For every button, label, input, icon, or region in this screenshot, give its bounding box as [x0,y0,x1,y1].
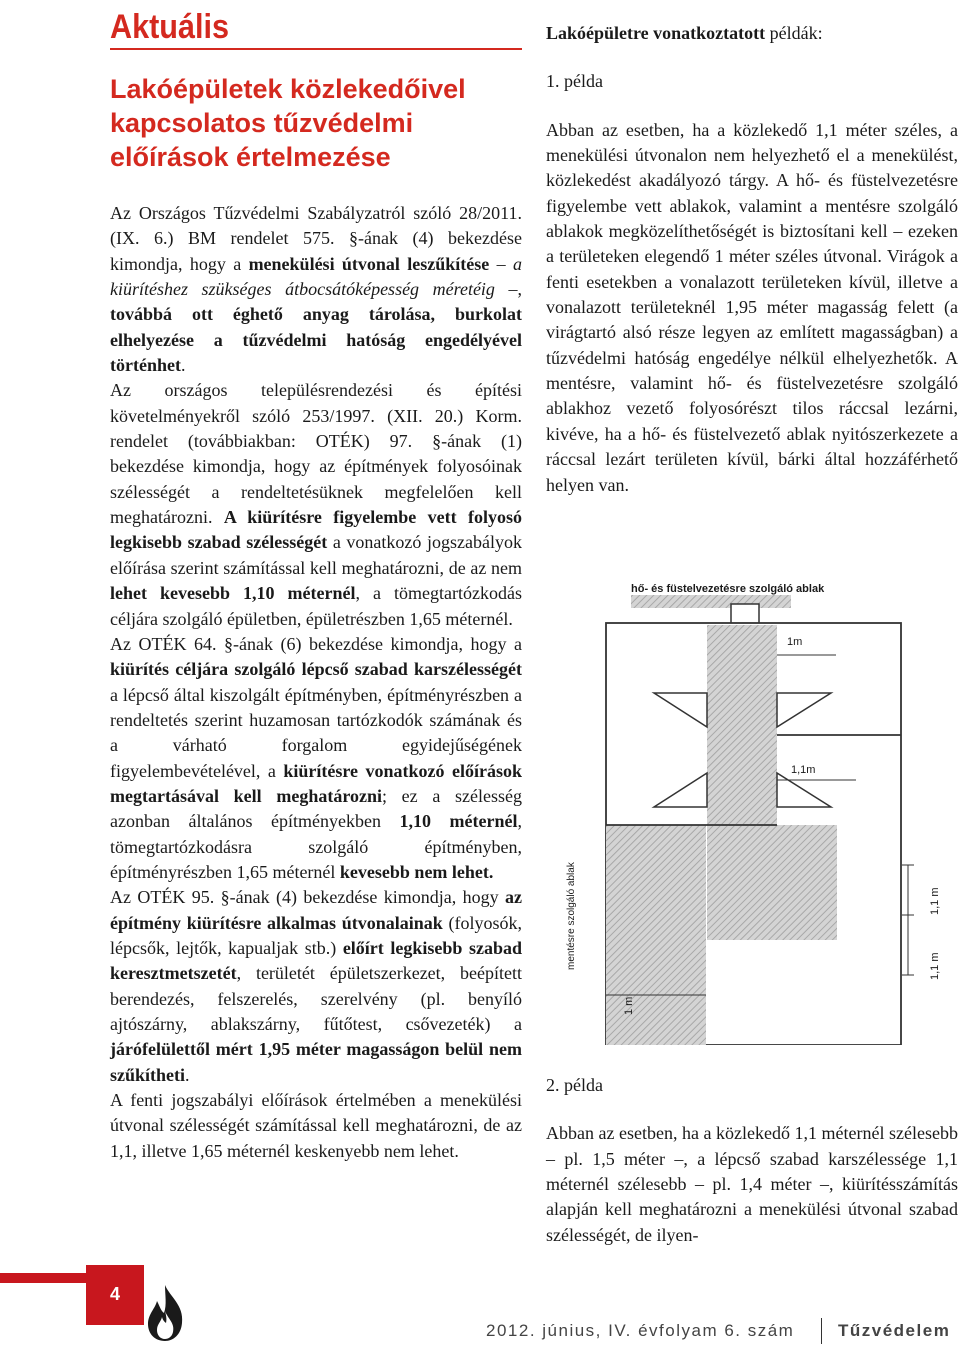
title-line: Lakóépületek közlekedőivel [110,74,466,104]
example-1-label: 1. példa [546,71,603,92]
text-run: Az Országos Tűzvédelmi Szabályzatról szóló 28/2011. (IX. 6.) BM rendelet 575. §-ának (4) bekezdése kimondja, hogy a [110,203,522,274]
section-label: Aktuális [110,8,230,46]
bold-run: járófelülettől mért 1,95 méter magasságon belül nem szűkítheti [110,1039,522,1085]
example-1-text: Abban az esetben, ha a közlekedő 1,1 méter széles, a menekülési útvonalon nem helyezhető el a menekülést, közlekedést akadályozó tárgy. A hő- és füstelvezetésre figyelembe vett ablakok, valamint a mentésre szolgáló ablakok megközelíthetőségét is biztosítani kell – ezeken a területeken elegendő 1 méter széles útvonal. Virágok a fenti esetekben a vonalazott területeken kívül, illetve a vonalazott területeknél 1,95 méter magasság felett (a virágtartó alsó része legyen az említett magasságban) a tűzvédelmi hatóság engedélye nélkül elhelyezhetők. A mentésre, valamint hő- és füstelvezetésre szolgáló ablakhoz vezető folyosórészt tilos ráccsal lezárni, kivéve, ha a hő- és füstelvezető ablak nyitószerkezete a ráccsal lezárt területen kívül, bárki által hozzáférhető helyen van. [546,119,958,495]
corridor-hatch-top [707,625,777,825]
right-column-top [546,21,958,498]
left-column [110,201,522,1164]
side-room-hatch [606,825,706,1045]
text-run: , területét épületszerkezet, beépített berendezés, felszerelés, szerelvény (pl. benyíló ajtószárny, ablakszárny, fűtőtest, csővezeték) a [110,963,522,1034]
text-run: (folyosók, lépcsők, lejtők, kapualjak stb.) [110,912,522,958]
bold-run: kevesebb nem lehet. [339,861,494,882]
title-line: előírások értelmezése [110,142,391,172]
bold-run: kiürítésre vonatkozó előírások megtartásával kell meghatározni [110,760,522,806]
bold-run: az építmény kiürítésre alkalmas útvonalainak [110,887,522,933]
text-run: Az OTÉK 95. §-ának (4) bekezdése kimondja, hogy [110,887,505,908]
paragraph-otek-95 [110,885,522,1088]
figure-top-label: hő- és füstelvezetésre szolgáló ablak [631,583,825,595]
bold-run: A kiürítésre figyelembe vett folyosó legkisebb szabad szélességét [110,507,522,553]
text-run: Az országos településrendezési és építési követelményekről szóló 253/1997. (XII. 20.) Korm. rendelet (továbbiakban: OTÉK) 97. §-ának (1) bekezdése kimondja, hogy az építmények folyosóinak szélességét a rendeltetésüknek megfelelően kell meghatározni. [110,380,522,528]
text-run: a lépcső által kiszolgált építményben, építményrészben a rendeltetés szerint huzamosan tartózkodók számának és a várható forgalom egyidejűségének figyelembevételével, a [110,684,522,781]
footer-accent-band [0,1273,86,1283]
paragraph-otek-64 [110,632,522,885]
heading-rest: példák: [765,23,823,43]
landing-hatch [707,825,837,940]
paragraph-conclusion: A fenti jogszabályi előírások értelmében a menekülési útvonal szélességét számítással kell meghatározni, de az 1,1, illetve 1,65 méternél keskenyebb nem lehet. [110,1090,522,1161]
bold-run: menekülési útvonal leszűkítése [248,253,490,274]
text-run: –, [494,279,522,300]
text-run: . [185,1064,190,1085]
footer-magazine-name: Tűzvédelem [838,1321,951,1340]
article-title [110,72,530,174]
top-window-hatch [631,595,791,608]
text-run: a vonatkozó jogszabályok előírása szerint számítással kell meghatározni, de az nem [110,532,522,578]
heading-bold: Lakóépületre vonatkoztatott [546,23,766,43]
bold-run: kiürítés céljára szolgáló lépcső szabad karszélességét [110,659,522,680]
examples-heading [546,21,958,46]
floor-plan-figure [546,575,958,1045]
italic-run: a kiürítéshez szükséges átbocsátóképesség méretéig [110,253,522,300]
flame-icon [140,1283,190,1343]
dimension-label: 1,1 m [929,887,941,915]
paragraph-otek-97 [110,378,522,631]
dimension-label: 1m [787,636,803,648]
bold-run: lehet kevesebb 1,10 méternél [110,583,356,604]
example-2-text: Abban az esetben, ha a közlekedő 1,1 méternél szélesebb – pl. 1,5 méter –, a lépcső szabad karszélessége 1,1 méternél szélesebb – pl. 1,4 méter –, kiürítésszámítás alapján kell meghatározni a menekülési útvonal szabad szélességét, de ilyen- [546,1123,958,1245]
dimension-label: 1,1 m [929,952,941,980]
text-run: . [180,355,186,376]
bold-run: előírt legkisebb szabad keresztmetszetét [110,937,522,984]
bold-run: továbbá ott éghető anyag tárolása, burkolat elhelyezése a tűzvédelmi hatóság engedélyével történhet [110,304,522,376]
paragraph-otsz [110,201,522,378]
title-line: kapcsolatos tűzvédelmi [110,108,414,138]
footer-separator [821,1318,822,1344]
text-run: Az OTÉK 64. §-ának (6) bekezdése kimondja, hogy a [110,633,522,654]
footer-issue: 2012. június, IV. évfolyam 6. szám [486,1321,795,1340]
bold-run: 1,10 méternél [399,811,518,832]
dimension-label: 1 m [623,996,635,1015]
text-run: ; ez a szélesség azonban általános építményekben [110,785,522,832]
section-divider [110,48,522,50]
text-run: , tömegtartózkodásra szolgáló építményben, építményrészben 1,65 méternél [110,811,522,882]
text-run: – [489,253,513,274]
side-window-label: mentésre szolgáló ablak [566,862,577,970]
dimension-label: 1,1m [791,764,816,776]
text-run: , a tömegtartózkodás céljára szolgáló épületben, épületrészben 1,65 méternél. [110,583,523,629]
right-column-bottom [546,1073,958,1248]
example-2-label: 2. példa [546,1075,603,1095]
page-number: 4 [86,1265,144,1325]
